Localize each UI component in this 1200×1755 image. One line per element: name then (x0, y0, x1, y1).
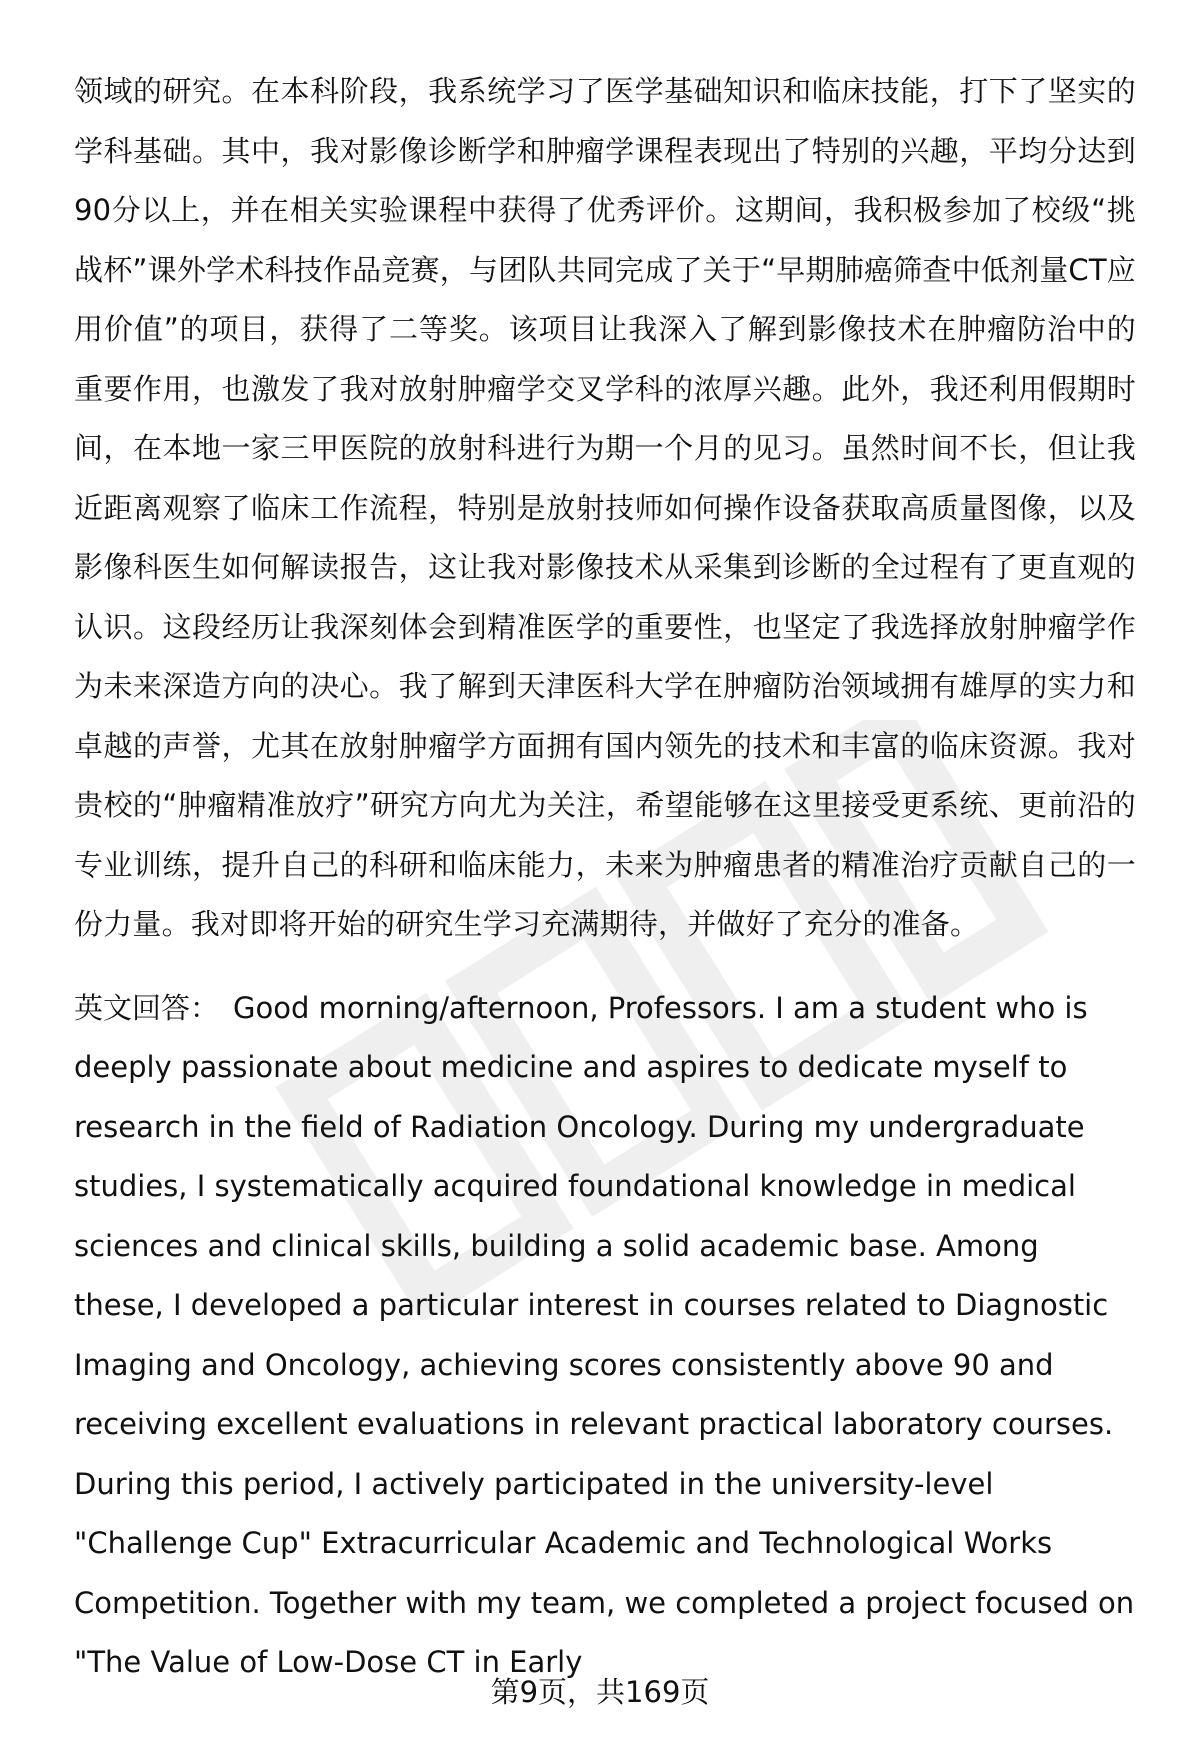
document-body (74, 62, 1136, 1693)
english-answer-label: 英文回答： (74, 990, 220, 1025)
chinese-answer-paragraph: 领域的研究。在本科阶段，我系统学习了医学基础知识和临床技能，打下了坚实的学科基础。其中，我对影像诊断学和肿瘤学课程表现出了特别的兴趣，平均分达到90分以上，并在相关实验课程中获得了优秀评价。这期间，我积极参加了校级“挑战杯”课外学术科技作品竞赛，与团队共同完成了关于“早期肺癌筛查中低剂量CT应用价值”的项目，获得了二等奖。该项目让我深入了解到影像技术在肿瘤防治中的重要作用，也激发了我对放射肿瘤学交叉学科的浓厚兴趣。此外，我还利用假期时间，在本地一家三甲医院的放射科进行为期一个月的见习。虽然时间不长，但让我近距离观察了临床工作流程，特别是放射技师如何操作设备获取高质量图像，以及影像科医生如何解读报告，这让我对影像技术从采集到诊断的全过程有了更直观的认识。这段经历让我深刻体会到精准医学的重要性，也坚定了我选择放射肿瘤学作为未来深造方向的决心。我了解到天津医科大学在肿瘤防治领域拥有雄厚的实力和卓越的声誉，尤其在放射肿瘤学方面拥有国内领先的技术和丰富的临床资源。我对贵校的“肿瘤精准放疗”研究方向尤为关注，希望能够在这里接受更系统、更前沿的专业训练，提升自己的科研和临床能力，未来为肿瘤患者的精准治疗贡献自己的一份力量。我对即将开始的研究生学习充满期待，并做好了充分的准备。 (74, 74, 1136, 941)
english-answer-text: Good morning/afternoon, Professors. I am a student who is deeply passionate about medicine and aspires to dedicate myself to research in the field of Radiation Oncology. During my undergraduate studies, I systematically acquired foundational knowledge in medical sciences and clinical skills, building a solid academic base. Among these, I developed a particular interest in courses related to Diagnostic Imaging and Oncology, achieving scores consistently above 90 and receiving excellent evaluations in relevant practical laboratory courses. During this period, I actively participated in the university-level "Challenge Cup" Extracurricular Academic and Technological Works Competition. Together with my team, we completed a project focused on "The Value of Low-Dose CT in Early (74, 990, 1135, 1679)
english-answer-paragraph (74, 979, 1136, 1693)
page-number-footer: 第9页，共169页 (490, 1675, 710, 1709)
